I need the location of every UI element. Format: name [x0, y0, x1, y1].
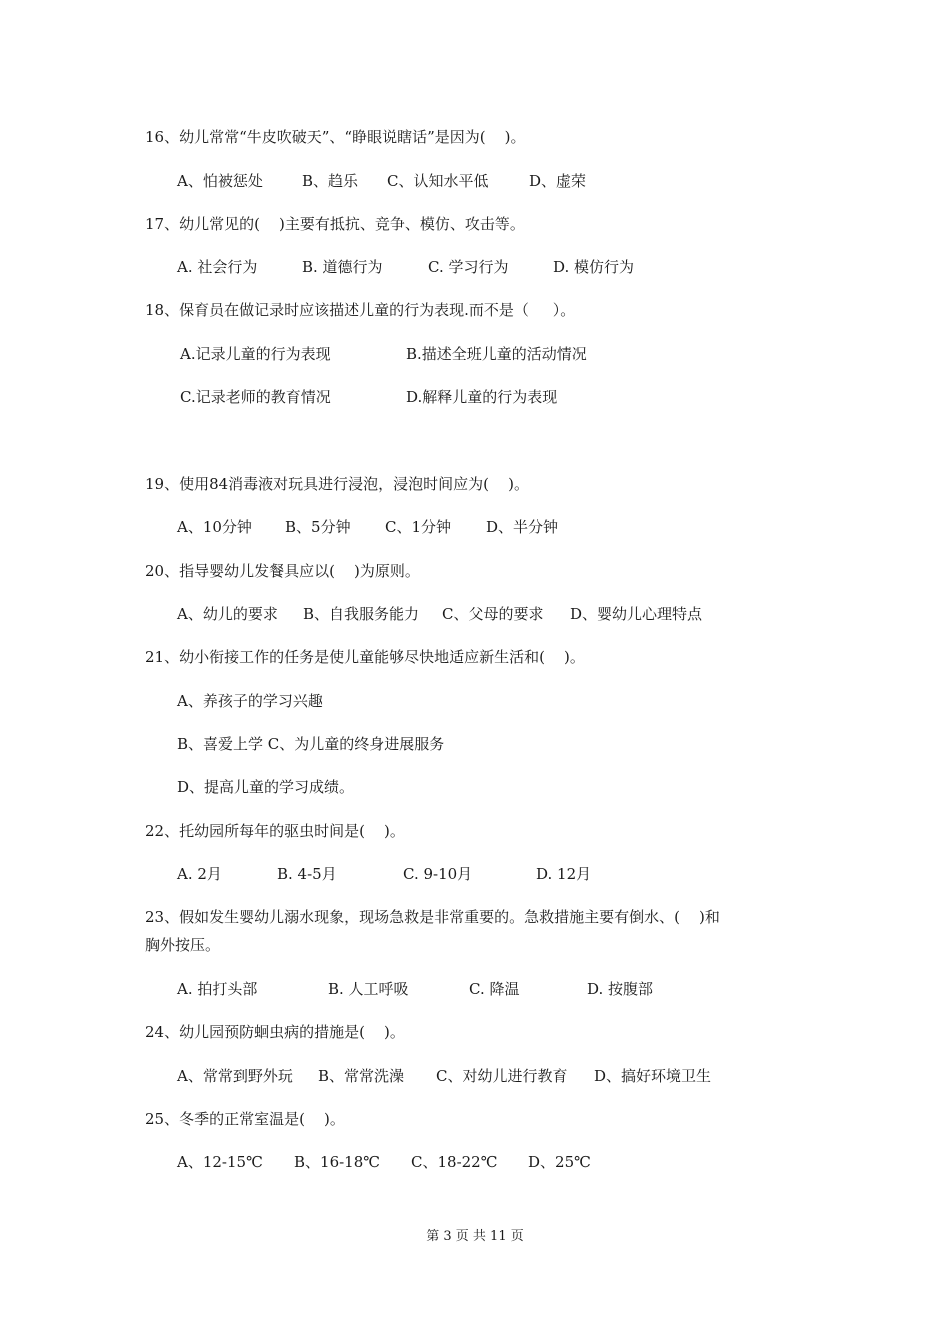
option-c: C、父母的要求	[442, 605, 544, 623]
option-c: C、1分钟	[385, 518, 452, 536]
question-18-options-row2	[177, 387, 777, 467]
question-24-stem: 24、幼儿园预防蛔虫病的措施是( )。	[145, 1023, 405, 1041]
question-25-options	[177, 1152, 777, 1272]
option-b: B. 4-5月	[277, 865, 337, 883]
question-18-stem: 18、保育员在做记录时应该描述儿童的行为表现.而不是（ ）。	[145, 301, 576, 319]
option-b: B、趋乐	[302, 172, 359, 190]
option-a: A. 社会行为	[177, 258, 258, 276]
option-b: B.描述全班儿童的活动情况	[406, 345, 587, 363]
option-b: B、16-18℃	[294, 1153, 381, 1171]
question-23-stem-line1: 23、假如发生婴幼儿溺水现象，现场急救是非常重要的。急救措施主要有倒水、( )和	[145, 908, 720, 926]
option-a: A. 拍打头部	[177, 980, 258, 998]
option-c: C. 学习行为	[428, 258, 509, 276]
option-c: C. 降温	[469, 980, 520, 998]
option-b: B. 道德行为	[302, 258, 383, 276]
option-a: A.记录儿童的行为表现	[180, 345, 331, 363]
option-a: A、常常到野外玩	[177, 1067, 293, 1085]
option-c: C. 9-10月	[403, 865, 473, 883]
option-b: B、5分钟	[285, 518, 351, 536]
option-d: D、半分钟	[486, 518, 559, 536]
question-21-option-bc: B、喜爱上学 C、为儿童的终身进展服务	[177, 735, 445, 753]
option-c: C、对幼儿进行教育	[436, 1067, 568, 1085]
question-21-option-a: A、养孩子的学习兴趣	[177, 692, 323, 710]
option-d: D.解释儿童的行为表现	[406, 388, 558, 406]
option-c: C.记录老师的教育情况	[180, 388, 331, 406]
option-b: B、常常洗澡	[318, 1067, 405, 1085]
option-d: D. 按腹部	[587, 980, 654, 998]
option-a: A. 2月	[177, 865, 222, 883]
option-c: C、认知水平低	[387, 172, 489, 190]
question-22-stem: 22、托幼园所每年的驱虫时间是( )。	[145, 822, 405, 840]
option-d: D. 12月	[536, 865, 592, 883]
option-d: D、婴幼儿心理特点	[570, 605, 703, 623]
question-16-stem: 16、幼儿常常“牛皮吹破天”、“睁眼说瞎话”是因为( )。	[145, 128, 526, 146]
option-d: D、虚荣	[529, 172, 587, 190]
question-21-option-d: D、提高儿童的学习成绩。	[177, 778, 355, 796]
option-d: D. 模仿行为	[553, 258, 635, 276]
option-b: B. 人工呼吸	[328, 980, 409, 998]
question-21-stem: 21、幼小衔接工作的任务是使儿童能够尽快地适应新生活和( )。	[145, 648, 585, 666]
option-a: A、12-15℃	[177, 1153, 263, 1171]
page-number-footer: 第 3 页 共 11 页	[426, 1229, 524, 1244]
option-d: D、25℃	[528, 1153, 591, 1171]
question-25-stem: 25、冬季的正常室温是( )。	[145, 1110, 345, 1128]
option-a: A、幼儿的要求	[177, 605, 278, 623]
question-17-stem: 17、幼儿常见的( )主要有抵抗、竞争、模仿、攻击等。	[145, 215, 525, 233]
option-d: D、搞好环境卫生	[594, 1067, 712, 1085]
option-a: A、10分钟	[177, 518, 252, 536]
option-b: B、自我服务能力	[303, 605, 420, 623]
question-23-stem-line2: 胸外按压。	[145, 936, 221, 954]
question-20-stem: 20、指导婴幼儿发餐具应以( )为原则。	[145, 562, 420, 580]
option-c: C、18-22℃	[411, 1153, 498, 1171]
question-19-stem: 19、使用84消毒液对玩具进行浸泡，浸泡时间应为( )。	[145, 475, 529, 493]
option-a: A、怕被惩处	[177, 172, 263, 190]
